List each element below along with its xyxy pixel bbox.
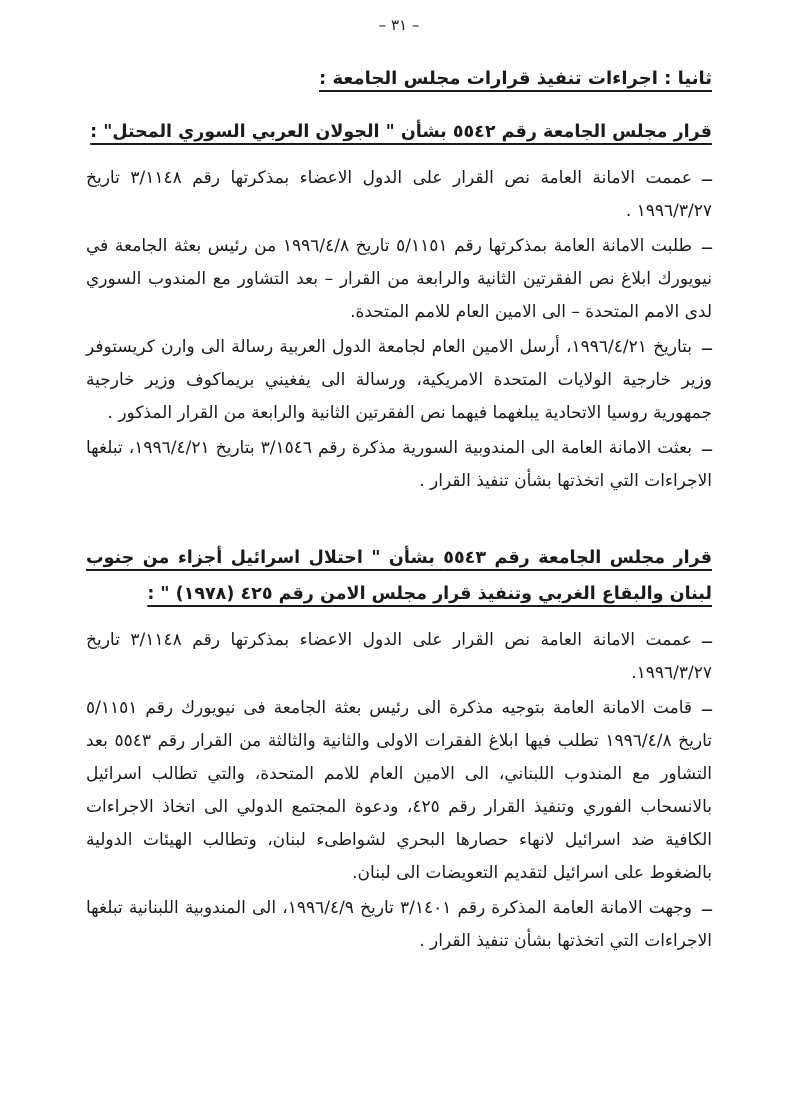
section-resolution-5542 — [86, 114, 712, 498]
list-item — [86, 162, 712, 228]
main-heading: ثانيا : اجراءات تنفيذ قرارات مجلس الجامعة : — [319, 68, 712, 89]
list-item-text: عممت الامانة العامة نص القرار على الدول الاعضاء بمذكرتها رقم ٣/١١٤٨ تاريخ ١٩٩٦/٣/٢٧. — [86, 630, 712, 683]
bullet-dash: ــ — [702, 234, 712, 254]
list-item — [86, 892, 712, 958]
list-item — [86, 624, 712, 690]
list-item — [86, 331, 712, 430]
list-item-text: عممت الامانة العامة نص القرار على الدول الاعضاء بمذكرتها رقم ٣/١١٤٨ تاريخ ١٩٩٦/٣/٢٧ . — [86, 168, 712, 221]
bullet-dash: ــ — [702, 896, 712, 916]
list-item-text: بعثت الامانة العامة الى المندوبية السورية مذكرة رقم ٣/١٥٤٦ بتاريخ ١٩٩٦/٤/٢١، تبلغها الاجراءات التي اتخذتها بشأن تنفيذ القرار . — [86, 438, 712, 491]
list-item — [86, 692, 712, 890]
bullet-dash: ــ — [702, 696, 712, 716]
bullet-dash: ــ — [702, 436, 713, 456]
bullet-dash: ــ — [702, 335, 713, 355]
list-item-text: طلبت الامانة العامة بمذكرتها رقم ٥/١١٥١ تاريخ ١٩٩٦/٤/٨ من رئيس بعثة الجامعة في نيويورك ابلاغ نص الفقرتين الثانية والرابعة من القرار – بعد التشاور مع المندوب السوري لدى الامم المتحدة – الى الامين العام للامم المتحدة. — [86, 236, 712, 322]
list-item-text: قامت الامانة العامة بتوجيه مذكرة الى رئيس بعثة الجامعة فى نيويورك رقم ٥/١١٥١ تاريخ ١٩٩٦/٤/٨ تطلب فيها ابلاغ الفقرات الاولى والثانية والثالثة من القرار رقم ٥٥٤٣ بعد التشاور مع المندوب اللبناني، الى الامين العام للامم المتحدة، والتي تطالب اسرائيل بالانسحاب الفوري وتنفيذ القرار رقم ٤٢٥، ودعوة المجتمع الدولي الى اتخاذ الاجراءات الكافية ضد اسرائيل لانهاء حصارها البحري لشواطىء لبنان، وتطالب الهيئات الدولية بالضغوط على اسرائيل لتقديم التعويضات الى لبنان. — [86, 698, 713, 883]
section-title-resolution-5543: قرار مجلس الجامعة رقم ٥٥٤٣ بشأن " احتلال اسرائيل أجزاء من جنوب لبنان والبقاع الغربي وتنفيذ قرار مجلس الامن رقم ٤٢٥ (١٩٧٨) " : — [86, 548, 712, 604]
section-resolution-5543 — [86, 540, 712, 958]
bullet-dash: ــ — [702, 166, 712, 186]
bullet-dash: ــ — [702, 628, 712, 648]
list-item-text: وجهت الامانة العامة المذكرة رقم ٣/١٤٠١ تاريخ ١٩٩٦/٤/٩، الى المندوبية اللبنانية تبلغها الاجراءات التي اتخذتها بشأن تنفيذ القرار . — [86, 898, 712, 951]
section-title-resolution-5542: قرار مجلس الجامعة رقم ٥٥٤٢ بشأن " الجولان العربي السوري المحتل" : — [90, 122, 712, 142]
page-number: – ٣١ – — [378, 16, 420, 34]
list-item-text: بتاريخ ١٩٩٦/٤/٢١، أرسل الامين العام لجامعة الدول العربية رسالة الى وارن كريستوفر وزير خارجية الولايات المتحدة الامريكية، ورسالة الى يفغيني بريماكوف وزير خارجية جمهورية روسيا الاتحادية يبلغهما فيهما نص الفقرتين الثانية والرابعة من القرار المذكور . — [86, 337, 712, 423]
list-item — [86, 230, 712, 329]
list-item — [86, 432, 712, 498]
